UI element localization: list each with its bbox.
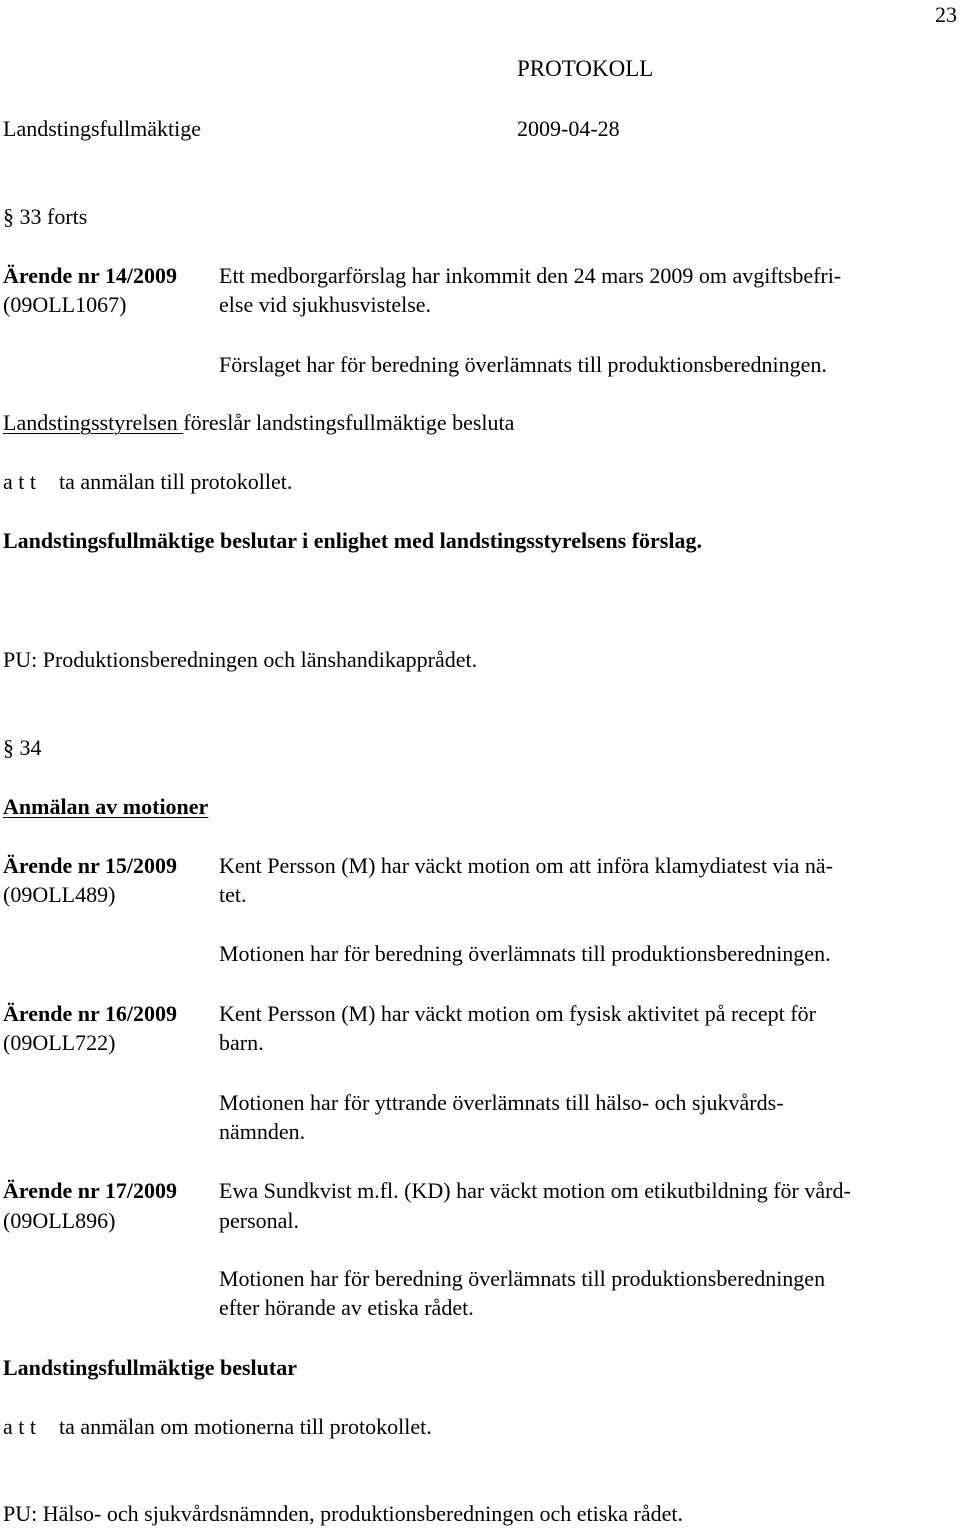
case-17-text-line2: personal. xyxy=(219,1208,300,1233)
section-33-heading: § 33 forts xyxy=(3,204,88,229)
case-14-number: Ärende nr 14/2009 xyxy=(3,263,177,288)
proposal-line xyxy=(3,408,514,437)
section-34-title: Anmälan av motioner xyxy=(3,794,209,819)
case-14-text-line2: else vid sjukhusvistelse. xyxy=(219,292,432,317)
att-label: a t t xyxy=(3,469,36,494)
att-text-34: ta anmälan om motionerna till protokollet. xyxy=(59,1414,432,1439)
proposal-rest: föreslår landstingsfullmäktige besluta xyxy=(183,410,515,435)
page-number: 23 xyxy=(935,2,957,27)
att-label-34: a t t xyxy=(3,1414,36,1439)
case-17-number: Ärende nr 17/2009 xyxy=(3,1178,177,1203)
case-16-number: Ärende nr 16/2009 xyxy=(3,1001,177,1026)
case-16-text-line2: barn. xyxy=(219,1030,264,1055)
header-date: 2009-04-28 xyxy=(517,116,620,141)
header-organ: Landstingsfullmäktige xyxy=(3,116,201,141)
case-15-text-line2: tet. xyxy=(219,882,247,907)
pu-33: PU: Produktionsberedningen och länshandikapprådet. xyxy=(3,647,478,672)
case-17-note-line1: Motionen har för beredning överlämnats till produktionsberedningen xyxy=(219,1266,826,1291)
case-14-ref: (09OLL1067) xyxy=(3,292,127,317)
case-15-ref: (09OLL489) xyxy=(3,882,116,907)
case-17-ref: (09OLL896) xyxy=(3,1208,116,1233)
case-15-text-line1: Kent Persson (M) har väckt motion om att införa klamydiatest via nä- xyxy=(219,853,834,878)
decision-33: Landstingsfullmäktige beslutar i enlighet med landstingsstyrelsens förslag. xyxy=(3,528,702,553)
case-16-text-line1: Kent Persson (M) har väckt motion om fysisk aktivitet på recept för xyxy=(219,1001,816,1026)
case-14-note: Förslaget har för beredning överlämnats till produktionsberedningen. xyxy=(219,352,827,377)
case-15-number: Ärende nr 15/2009 xyxy=(3,853,177,878)
case-14-text-line1: Ett medborgarförslag har inkommit den 24 mars 2009 om avgiftsbefri- xyxy=(219,263,842,288)
case-16-ref: (09OLL722) xyxy=(3,1030,116,1055)
case-16-note-line1: Motionen har för yttrande överlämnats till hälso- och sjukvårds- xyxy=(219,1090,784,1115)
case-15-note: Motionen har för beredning överlämnats till produktionsberedningen. xyxy=(219,941,831,966)
case-17-text-line1: Ewa Sundkvist m.fl. (KD) har väckt motion om etikutbildning för vård- xyxy=(219,1178,851,1203)
proposal-prefix: Landstingsstyrelsen xyxy=(3,410,184,435)
case-16-note-line2: nämnden. xyxy=(219,1119,306,1144)
decision-34: Landstingsfullmäktige beslutar xyxy=(3,1355,297,1380)
pu-34: PU: Hälso- och sjukvårdsnämnden, produktionsberedningen och etiska rådet. xyxy=(3,1501,684,1526)
section-34-heading: § 34 xyxy=(3,735,42,760)
document-title: PROTOKOLL xyxy=(517,56,654,81)
case-17-note-line2: efter hörande av etiska rådet. xyxy=(219,1295,474,1320)
att-text: ta anmälan till protokollet. xyxy=(59,469,293,494)
